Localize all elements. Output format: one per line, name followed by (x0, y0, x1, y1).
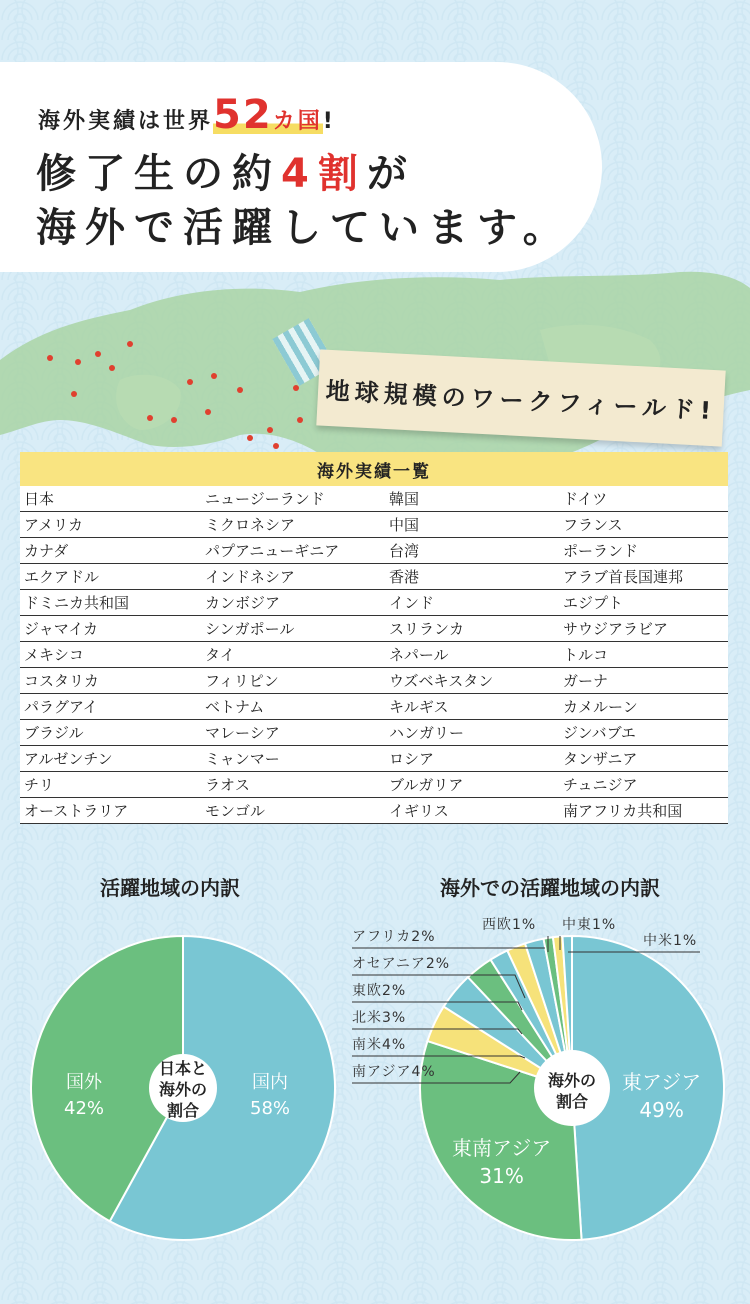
table-row (20, 538, 728, 564)
callout-west-europe: 西欧1% (482, 917, 537, 933)
table-row (20, 642, 728, 668)
country-cell: アメリカ (24, 516, 83, 534)
pie1-center-line2: 海外の (158, 1080, 207, 1099)
country-table (20, 452, 728, 824)
country-cell: ブルガリア (389, 776, 464, 794)
pie1-label-domestic-name: 国内 (252, 1072, 288, 1093)
country-cell: インドネシア (205, 568, 295, 586)
country-cell: ジンバブエ (563, 724, 636, 742)
worldwide-banner-label: 地球規模のワークフィールド! (325, 376, 717, 425)
country-cell: ニュージーランド (205, 490, 325, 508)
country-cell: カメルーン (563, 698, 638, 716)
country-cell: オーストラリア (24, 802, 129, 820)
hero-highlight (213, 92, 323, 138)
country-cell: ウズベキスタン (389, 672, 494, 690)
pie2-label-east-asia-name: 東アジア (622, 1070, 702, 1094)
country-cell: タンザニア (563, 750, 638, 768)
table-row (20, 798, 728, 824)
pie1-center-line1: 日本と (158, 1059, 207, 1078)
country-cell: 台湾 (389, 542, 420, 560)
callout-oceania: オセアニア2% (352, 956, 451, 972)
hero-title-line1 (36, 142, 416, 199)
pie2-label-southeast-asia (452, 1134, 551, 1190)
country-cell: フランス (563, 516, 623, 534)
callout-east-europe: 東欧2% (352, 983, 407, 999)
table-row (20, 616, 728, 642)
country-cell: カンボジア (205, 594, 281, 612)
pie2-center-line1: 海外の (547, 1071, 596, 1090)
country-cell: インド (389, 594, 435, 612)
table-row (20, 772, 728, 798)
country-cell: ベトナム (205, 698, 265, 716)
pie1-label-overseas-value: 42% (64, 1098, 105, 1119)
country-cell: 香港 (389, 568, 420, 586)
pie1-center-label (152, 1058, 214, 1121)
table-row (20, 486, 728, 512)
country-cell: 日本 (24, 490, 55, 508)
country-cell: 南アフリカ共和国 (563, 802, 683, 820)
country-cell: モンゴル (205, 802, 266, 820)
country-unit: カ国 (272, 109, 323, 134)
country-cell: ドミニカ共和国 (24, 594, 130, 612)
country-cell: エクアドル (24, 568, 100, 586)
pie2-label-east-asia (622, 1068, 701, 1124)
hero-subtitle-post: ! (322, 109, 336, 134)
table-row (20, 746, 728, 772)
country-cell: パプアニューギニア (205, 542, 340, 560)
country-cell: ポーランド (563, 542, 639, 560)
callout-africa: アフリカ2% (352, 929, 436, 945)
country-cell: ミクロネシア (205, 516, 296, 534)
pie2-label-southeast-asia-name: 東南アジア (452, 1136, 552, 1160)
hero-title-ratio: 4割 (281, 151, 367, 197)
hero-subtitle (38, 92, 336, 138)
country-cell: 中国 (389, 516, 420, 534)
country-table-heading: 海外実績一覧 (20, 452, 728, 486)
country-cell: トルコ (563, 646, 609, 664)
country-cell: ブラジル (24, 724, 84, 742)
table-row (20, 590, 728, 616)
country-cell: ジャマイカ (24, 620, 98, 638)
country-cell: キルギス (389, 698, 449, 716)
table-row (20, 564, 728, 590)
callout-south-asia: 南アジア4% (352, 1064, 436, 1080)
pie1-label-overseas-name: 国外 (66, 1072, 102, 1093)
hero-subtitle-pre: 海外実績は世界 (38, 109, 214, 134)
country-cell: チリ (24, 776, 55, 794)
country-cell: ガーナ (563, 672, 609, 690)
country-cell: ミャンマー (205, 750, 280, 768)
pie1-label-overseas (64, 1070, 104, 1122)
country-cell: ロシア (389, 750, 435, 768)
country-cell: ドイツ (563, 490, 608, 508)
callout-central-america: 中米1% (643, 933, 698, 949)
hero-title-line2: 海外で活躍しています。 (36, 205, 572, 251)
country-cell: パラグアイ (24, 698, 98, 716)
pie2-center-label (540, 1070, 604, 1112)
country-cell: スリランカ (389, 620, 465, 638)
callout-south-america: 南米4% (352, 1037, 407, 1053)
pie1-label-domestic (250, 1070, 290, 1122)
pie2-title: 海外での活躍地域の内訳 (440, 876, 660, 900)
country-cell: ネパール (389, 646, 449, 664)
country-cell: コスタリカ (24, 672, 99, 690)
table-row (20, 720, 728, 746)
country-cell: タイ (205, 646, 235, 664)
hero-title-post: が (366, 151, 416, 197)
country-cell: 韓国 (389, 490, 420, 508)
pie1-title: 活躍地域の内訳 (100, 876, 240, 900)
country-cell: イギリス (389, 802, 449, 820)
pie2-label-east-asia-value: 49% (639, 1098, 684, 1122)
pie1-label-domestic-value: 58% (250, 1098, 291, 1119)
country-cell: チュニジア (563, 776, 638, 794)
pie2-center-line2: 割合 (555, 1092, 588, 1111)
country-cell: ハンガリー (389, 724, 465, 742)
country-cell: メキシコ (24, 646, 84, 664)
country-cell: ラオス (205, 776, 250, 794)
pie1-center-line3: 割合 (166, 1101, 199, 1120)
table-row (20, 512, 728, 538)
country-cell: アルゼンチン (24, 750, 113, 768)
country-cell: アラブ首長国連邦 (563, 568, 684, 586)
country-cell: フィリピン (205, 672, 279, 690)
country-table-body (20, 486, 728, 824)
country-cell: マレーシア (205, 724, 280, 742)
table-row (20, 668, 728, 694)
callout-north-america: 北米3% (352, 1010, 407, 1026)
country-cell: エジプト (563, 594, 624, 612)
hero-title-pre: 修了生の約 (36, 151, 281, 197)
pie2-label-southeast-asia-value: 31% (479, 1164, 524, 1188)
country-count: 52 (213, 92, 273, 138)
country-cell: シンガポール (205, 620, 295, 638)
callout-middle-east: 中東1% (562, 917, 617, 933)
country-cell: カナダ (24, 542, 69, 560)
country-cell: サウジアラビア (563, 620, 669, 638)
table-row (20, 694, 728, 720)
